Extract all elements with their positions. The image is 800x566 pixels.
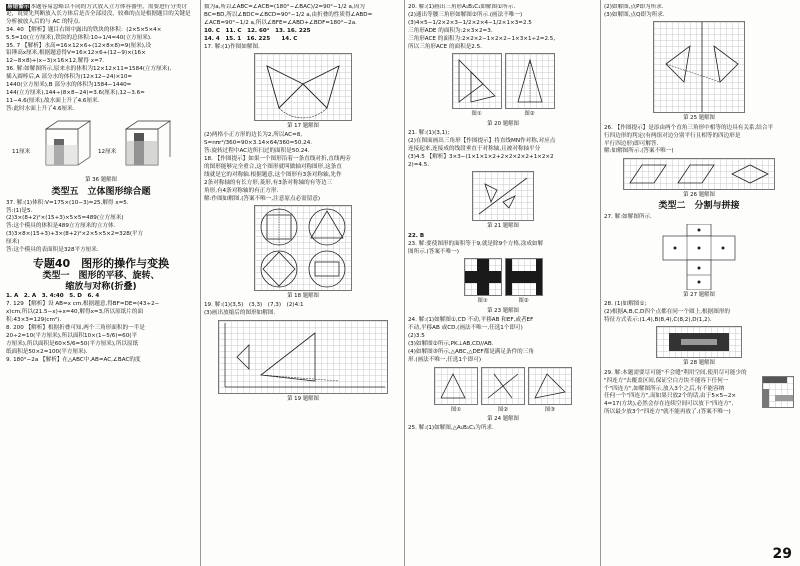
answer-26-cont: 解:如解图所示.(答案不唯一) — [604, 148, 674, 155]
column-divider — [404, 0, 405, 566]
answer-25-part2: (2)如解图,点P即为所求. — [604, 4, 664, 10]
answer-24-cont: (3)如解图②所示,PK⊥AB,CD//AB. — [408, 340, 494, 347]
answer-26-cont: 行四边形的判定(有两组对边分别平行且相等的四边形是 — [604, 132, 741, 139]
answer-29-cont: 个"四连方",如解图所示,放入3个之后,有不能容纳 — [604, 385, 725, 392]
answer-20-cont: (2)通出等腰三角形如解图②所示.(画法不唯一) — [408, 11, 523, 18]
figure-19-caption: 第 19 题解图 — [287, 395, 319, 402]
answer-20-cont: (3)4×5−1/2×2×3−1/2×2×4−1/2×1×3=2.5 — [408, 19, 532, 26]
answer-29-cont: 任何一个"四连方",而如果只放2个的话,由于5×5−2× — [604, 393, 737, 400]
warning-badge: 易错警示 — [7, 4, 30, 10]
figure-17 — [254, 53, 352, 121]
answer-29-cont: 所以最少放3个"四连方"就不能再放了.(答案不唯一) — [604, 409, 731, 416]
figure-24a-drawing — [435, 368, 477, 404]
figure-23-caption: 第 23 题解图 — [487, 307, 519, 314]
answer-8: 8. 200 【解析】根据折叠可知,两个三角形面积的一半是 — [6, 325, 145, 332]
figure-25 — [653, 21, 745, 113]
answer-18-cont: 解:作图如解图.(答案不唯一,注意原点必需留意) — [204, 195, 321, 202]
figure-24-caption: 第 24 题解图 — [487, 416, 519, 423]
figure-24c-drawing — [529, 368, 571, 404]
answer-18: 18. 【作图提示】如果一个图形沿着一条直线对折,直线两旁 — [204, 156, 351, 163]
answer-20: 20. 解:(1)画出三角形A₁B₁C₁如解图①所示. — [408, 4, 516, 10]
answer-37-cont: (2)3×(8+2)²×(15+3)×5×5=489(立方厘米) — [6, 215, 124, 222]
subtype-heading-cont: 缩放与对称(折叠) — [65, 282, 137, 293]
figure-18-drawing — [255, 206, 351, 290]
figure-21-caption: 第 21 题解图 — [487, 223, 519, 230]
figure-28-caption: 第 28 题解图 — [683, 360, 715, 367]
answer-22: 22. B — [408, 232, 425, 239]
figure-20b-caption: 图② — [524, 111, 535, 118]
figure-17-caption: 第 17 题解图 — [287, 122, 319, 129]
figure-23a-grid — [464, 258, 502, 296]
answer-18-cont: 的图形能够完全重合,这个图形就叫做轴对称图形,这条直 — [204, 163, 342, 170]
figure-19-drawing — [219, 321, 387, 393]
answer-17-conclusion: 答:旋转过程中AC边所扫过的面积是50.24. — [204, 148, 310, 155]
answer-34-cont: 5.5=10(立方厘米),铁块的总体积:10÷1/4=40(立方厘米). — [6, 34, 152, 41]
answer-28-cont: 特征方式表示:(1,4),B(8,4),C(8,2),D(1,2). — [604, 316, 712, 323]
figure-23b-caption: 图② — [518, 298, 529, 305]
figure-29-drawing — [763, 377, 793, 407]
answer-24-cont: 不动,平移AB 或CD.(画法不唯一,任选1个即可) — [408, 325, 523, 332]
figure-20b-grid — [505, 53, 555, 109]
answer-26: 26. 【作图提示】是添由两个直角三角形中相等的边具有关系,结合平 — [604, 124, 774, 131]
answer-29-cont: "四连方"去覆盖区间,保证空白方块不能容下任何一 — [604, 377, 729, 384]
answer-10-13: 10. C 11. C 12. 60° 13. 16. 225 — [204, 27, 311, 34]
figure-24a — [434, 365, 478, 416]
answer-37-cont: 厘米) — [6, 239, 20, 246]
answer-29-cont: 4=17(方块),必然会存在连续空间可以放下"四连方", — [604, 401, 734, 408]
answer-29-block — [604, 370, 794, 417]
answer-36: 36. 解:如解图所示,原来水的体积为12×12×11=1584(立方厘米), — [6, 66, 172, 73]
figure-26 — [623, 158, 775, 190]
answer-24-cont: (4)如解图③所示,△ABC,△DEF都是满足条件的三角 — [408, 348, 534, 355]
answer-14-16: 14. 4 15. 1 16. 225 14. C — [204, 35, 298, 42]
answer-27: 27. 解:如解图所示. — [604, 214, 652, 221]
figure-36-caption: 第 36 题解图 — [85, 177, 117, 184]
figure-23b — [505, 256, 543, 307]
figure-26-caption: 第 26 题解图 — [683, 191, 715, 198]
answer-20-cont: 三角形ADE 的面积为:2×3×2=3. — [408, 27, 493, 34]
figure-36-label: 11厘米 — [12, 149, 31, 156]
figure-24b-grid — [481, 367, 525, 405]
figure-24c-grid — [528, 367, 572, 405]
answer-37: 37. 解:(1)体积:V=175×(10−3)=25,解得 x=5. — [6, 199, 129, 206]
answer-34: 34. 40 【解析】题目右图中露出的铁块的体积：(2×5×5×4× — [6, 26, 162, 33]
answer-25: 25. 解:(1)如解图,△A₁B₁C₁为所求. — [408, 425, 494, 432]
figure-29 — [762, 376, 794, 408]
answer-36-cont: 144(立方厘米),144÷(8×8−24)=3.6(厘米),12−3.6= — [6, 89, 145, 96]
figure-26-drawing — [624, 159, 774, 189]
figure-27-caption: 第 27 题解图 — [683, 291, 715, 298]
answer-18-cont: 2条对称轴的有长方形,菱形,有3条对称轴的有等边三 — [204, 179, 333, 186]
answer-9-cont: ∠ACB=90°−1/2 a,所以∠BFE=∠ABD+∠BDF=180°−2a. — [204, 19, 357, 26]
answer-18-cont: 角形,有4条对称轴的有正方形. — [204, 187, 279, 194]
figure-24a-caption: 图① — [450, 406, 462, 413]
column-2 — [204, 4, 402, 560]
figure-24b-caption: 图② — [497, 406, 509, 413]
answer-24-cont: (2)3.5 — [408, 333, 425, 340]
answer-17-formula: S=nπr²/360=90×3.14×64/360=50.24. — [204, 140, 313, 147]
answer-36-cont: 1440(立方厘米),B 部分水的体积为1584−1440= — [6, 82, 132, 89]
column-divider — [200, 0, 201, 566]
figure-28 — [656, 326, 742, 358]
topic-title: 专题40 图形的操作与变换 — [32, 257, 170, 271]
figure-24b-drawing — [482, 368, 524, 404]
figure-17-drawing — [255, 54, 351, 120]
figure-25-caption: 第 25 题解图 — [683, 115, 715, 122]
figure-23a-caption: 图① — [477, 298, 488, 305]
figure-24c-caption: 图③ — [544, 406, 556, 413]
answer-21-cont: 连接起来,连接成的线段垂直于对称轴,且被对称轴平分 — [408, 146, 541, 153]
column-divider — [600, 0, 601, 566]
figure-20b — [505, 51, 555, 120]
answer-8-cont: 20÷2=10(平方厘米),所以面积10×(1−5/6)=60(平 — [6, 332, 138, 339]
answer-7: 7. 129 【解析】设 AB=x cm,根据题意,得BF=DE=(43÷2− — [6, 301, 160, 308]
answer-37-conclusion: 答:这个模具的表面积是328平方厘米. — [6, 247, 99, 254]
page-number: 29 — [772, 546, 792, 562]
answer-21-cont: 2)=4.5. — [408, 161, 430, 168]
figure-27 — [657, 224, 741, 290]
figure-18 — [254, 205, 352, 291]
figure-36-label: 12厘米 — [98, 149, 117, 156]
column-1 — [6, 4, 196, 560]
figure-27-drawing — [657, 224, 741, 290]
answer-37-cont: (3)3×8×(15+3)+3×(8+2)²×2×5×5×2=328(平方 — [6, 231, 144, 238]
answer-26-cont: 平行四边形)即可解答. — [604, 140, 659, 147]
answer-7-cont: x)cm,所以(21.5−x)+x=40,解得x=3,所以原纸片的面 — [6, 309, 144, 316]
figure-20b-drawing — [506, 54, 554, 108]
answer-35-cont: 12−8×8)+(x−3)×16×12,解得 x=7. — [6, 58, 105, 65]
answer-28: 28. (1)如解图①; — [604, 301, 647, 308]
figure-20-caption: 第 20 题解图 — [487, 120, 519, 127]
figure-25-drawing — [654, 22, 744, 112]
answer-1-6: 1. A 2. A 3. 4:40 5. D 6. 4 — [6, 293, 100, 300]
figure-28-drawing — [657, 327, 741, 357]
answer-29: 29. 解:本题需要尽可能"不会缝"利用空间,使用尽可能少的 — [604, 369, 747, 376]
figure-20a — [452, 51, 502, 120]
answer-36-cont: 插入圆棒后,A 部分水的体积为(12×12−24)×10= — [6, 74, 133, 81]
answer-21-cont: (2)在图面画出三角形【作图提示】将直线MN作对称,对应点 — [408, 138, 556, 145]
figure-24-row — [408, 365, 598, 416]
figure-36 — [6, 115, 196, 175]
answer-25-part3: (3)如解图,点Q即为所求. — [604, 11, 665, 18]
figure-20a-grid — [452, 53, 502, 109]
section-heading-type5: 类型五 立体图形综合题 — [51, 186, 151, 197]
column-4 — [604, 4, 794, 560]
subtype-heading: 类型一 图形的平移、旋转、 — [42, 271, 160, 282]
figure-21-drawing — [473, 172, 533, 220]
answer-35: 35. 7 【解析】水高=16×12×6÷(12×8×8)=9(厘米),设 — [6, 42, 152, 49]
answer-19: 19. 解:(1)(3,5) (3,3) (7,3) (2)4:1 — [204, 302, 304, 309]
figure-20a-drawing — [453, 54, 501, 108]
figure-23b-drawing — [506, 259, 542, 295]
answer-37-cont: 答:(1)是5. — [6, 207, 33, 214]
answer-8-cont: 方厘米),所以面积是60×5/6=50(平方厘米),所以原纸 — [6, 340, 139, 347]
figure-23a — [464, 256, 502, 307]
figure-36-drawing — [6, 115, 196, 175]
answer-21: 21. 解:(1)(3,1); — [408, 130, 450, 137]
warning-note — [6, 4, 196, 26]
answer-29-text — [604, 370, 759, 417]
answer-28-cont: (2)根据A,B,C,D四个点都在同一个圆上,根据图形的 — [604, 308, 731, 315]
answer-17-part2: (2)两格小正方形的边长为2,所以AC=8, — [204, 132, 303, 139]
column-3 — [408, 4, 598, 560]
figure-24a-grid — [434, 367, 478, 405]
figure-19 — [218, 320, 388, 394]
figure-23b-grid — [505, 258, 543, 296]
figure-24b — [481, 365, 525, 416]
answer-20-cont: 三角形ACE 的面积为:2×2×2−1×2×2−1×3×1÷2=2.5, — [408, 35, 556, 42]
figure-24c — [528, 365, 572, 416]
answer-37-cont: 答:这个模具的体积是489立方厘米的立方体. — [6, 223, 116, 230]
figure-21 — [472, 171, 534, 221]
answer-23: 23. 解:要使图形的面积等于9,就是除9个方格,涂成如解 — [408, 240, 544, 247]
answer-8-cont: 纸面积是50×2=100(平方厘米). — [6, 348, 88, 355]
answer-17: 17. 解:(1)作图如解图. — [204, 43, 260, 50]
figure-23a-drawing — [465, 259, 501, 295]
answer-23-cont: 图所示.(答案不唯一) — [408, 248, 459, 255]
figure-20-row — [408, 51, 598, 120]
figure-23-row — [408, 256, 598, 307]
answer-9-cont: BC=BD,所以∠BDC=∠BCD=90°−1/2 a,由折叠的性质得∠ABD= — [204, 11, 373, 18]
figure-20a-caption: 图① — [471, 111, 482, 118]
answer-36-conclusion: 答:此时水面上升了4.6厘米. — [6, 105, 75, 112]
answer-9: 9. 180°−2a 【解析】在△ABC中,AB=AC,∠BAC的度 — [6, 356, 141, 363]
answer-24: 24. 解:(1)如解图①,CD 不动,平移AB 和EF,或者EF — [408, 317, 534, 324]
answer-9-cont: 数为a,所以∠ABC=∠ACB=(180°−∠BAC)/2=90°−1/2 a,因为 — [204, 4, 365, 10]
figure-18-caption: 第 18 题解图 — [287, 293, 319, 299]
section-heading-type2: 类型二 分割与拼接 — [658, 201, 740, 212]
answer-36-cont: 11−4.6(厘米),故水面上升了4.6厘米. — [6, 97, 100, 104]
answer-24-cont: 形.(画法不唯一,任选1个即可) — [408, 356, 482, 363]
answer-20-cont: 所以三角形ACE 的面积是2.5. — [408, 43, 482, 50]
answer-21-cont: (3)4.5 【解析】3×3−(1×1×1×2+2×2×2×2+1×2×2 — [408, 153, 554, 160]
warning-text: 本题容易忽略以不同的方式放入立方体容器里，需要进行分类讨论，说要先判断放入长方体后是否全部浸没，较难的点是根据题目的关键是分析被放入后的与 AC 的特点. — [6, 4, 191, 25]
answer-19-cont: (3)画出放缩后的图形如解图. — [204, 310, 276, 317]
answer-7-cont: 积:43×3=129(cm²). — [6, 317, 62, 324]
answer-18-cont: 线就是它的对称轴.根据题意,这个图形有3条对称轴,先作 — [204, 171, 342, 178]
answer-35-cont: 铅锤高x厘米,根据题意得V=16×12×6+(12−9)×(16× — [6, 50, 146, 57]
